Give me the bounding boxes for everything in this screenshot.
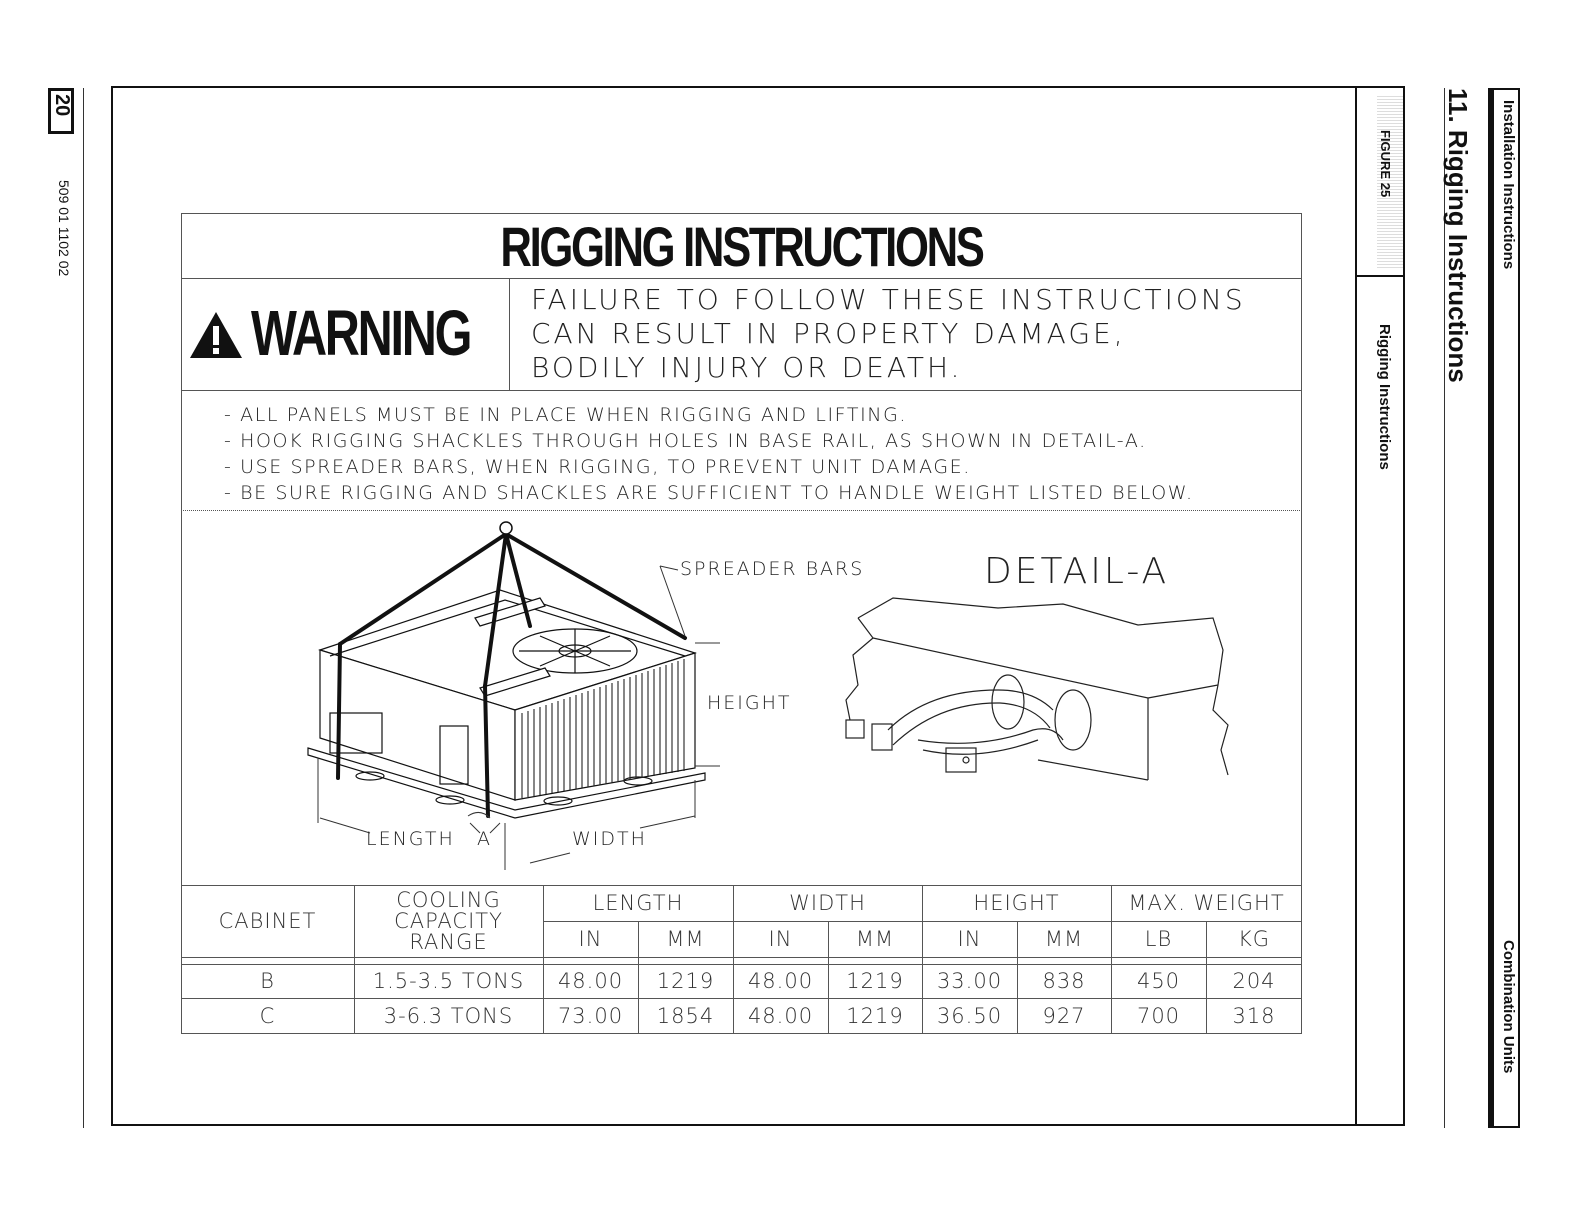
tab-combination-units: Combination Units <box>1500 940 1517 1074</box>
header-group-height: HEIGHT <box>973 891 1060 915</box>
tab-installation-instructions: Installation Instructions <box>1500 100 1517 270</box>
figure-caption: Rigging Instructions <box>1376 324 1393 470</box>
row-value: 700 <box>1136 1003 1181 1028</box>
header-unit: IN <box>768 927 793 951</box>
warning-divider <box>509 278 510 390</box>
row-value: 48.00 <box>747 1003 814 1028</box>
row-capacity: 1.5-3.5 TONS <box>372 969 525 993</box>
row-value: 450 <box>1136 969 1181 993</box>
figure-label: FIGURE 25 <box>1378 130 1393 198</box>
label-length: LENGTH <box>366 828 455 850</box>
header-capacity-line: RANGE <box>409 930 488 954</box>
label-a: A <box>477 828 492 850</box>
header-capacity-line: CAPACITY <box>394 909 503 933</box>
header-cabinet: CABINET <box>218 909 317 933</box>
row-cabinet: C <box>259 1003 276 1028</box>
table-row <box>181 999 1302 1033</box>
instruction-rule <box>181 510 1302 511</box>
header-group-length: LENGTH <box>592 891 684 915</box>
row-value: 838 <box>1042 969 1086 993</box>
row-value: 48.00 <box>557 969 624 993</box>
header-unit: IN <box>957 927 982 951</box>
section-heading: 11. Rigging Instructions <box>1443 88 1473 383</box>
placard-title: RIGGING INSTRUCTIONS <box>500 215 983 278</box>
unit-rigging-drawing <box>300 518 720 873</box>
warning-rule <box>181 390 1302 391</box>
row-capacity: 3-6.3 TONS <box>383 1003 514 1028</box>
row-cabinet: B <box>260 969 275 993</box>
row-value: 927 <box>1042 1003 1086 1028</box>
warning-line: CAN RESULT IN PROPERTY DAMAGE, <box>531 317 1126 350</box>
label-width: WIDTH <box>572 828 647 850</box>
warning-word: WARNING <box>251 297 471 369</box>
instruction-list <box>224 402 1194 506</box>
document-number: 509 01 1102 02 <box>56 180 72 277</box>
row-value: 318 <box>1232 1003 1276 1028</box>
warning-line: FAILURE TO FOLLOW THESE INSTRUCTIONS <box>531 283 1246 316</box>
header-capacity-line: COOLING <box>396 888 501 912</box>
row-value: 73.00 <box>557 1003 624 1028</box>
label-height: HEIGHT <box>707 692 792 714</box>
warning-triangle-icon <box>188 310 244 360</box>
row-value: 204 <box>1232 969 1276 993</box>
detail-a-title: DETAIL-A <box>984 551 1170 592</box>
header-unit: MM <box>1044 927 1084 951</box>
figure-label-divider <box>1355 275 1405 277</box>
header-unit: MM <box>666 927 705 951</box>
table-header-rule <box>181 957 1302 958</box>
row-value: 1219 <box>846 1003 904 1028</box>
warning-message <box>531 283 1246 385</box>
warning-line: BODILY INJURY OR DEATH. <box>531 351 963 384</box>
instruction-item: - USE SPREADER BARS, WHEN RIGGING, TO PREVENT UNIT DAMAGE. <box>224 456 971 478</box>
header-capacity <box>354 886 543 957</box>
label-spreader-bars: SPREADER BARS <box>680 558 865 580</box>
row-value: 33.00 <box>936 969 1003 993</box>
row-value: 36.50 <box>936 1003 1003 1028</box>
header-group-max-weight: MAX. WEIGHT <box>1128 891 1285 915</box>
header-group-width: WIDTH <box>789 891 866 915</box>
figure-label-column-rule <box>1355 86 1357 1126</box>
row-value: 1219 <box>846 969 904 993</box>
warning-block <box>181 278 509 390</box>
left-margin-rule <box>83 88 84 1128</box>
instruction-item: - ALL PANELS MUST BE IN PLACE WHEN RIGGING AND LIFTING. <box>224 404 908 426</box>
header-unit: MM <box>855 927 895 951</box>
page-number: 20 <box>51 94 73 117</box>
header-unit: LB <box>1144 927 1173 951</box>
row-value: 48.00 <box>747 969 814 993</box>
row-value: 1219 <box>656 969 715 993</box>
detail-a-drawing <box>828 590 1238 790</box>
table-row <box>181 965 1302 998</box>
row-value: 1854 <box>656 1003 715 1028</box>
header-unit: KG <box>1237 927 1271 951</box>
header-unit: IN <box>578 927 603 951</box>
instruction-item: - HOOK RIGGING SHACKLES THROUGH HOLES IN BASE RAIL, AS SHOWN IN DETAIL-A. <box>224 430 1147 452</box>
instruction-item: - BE SURE RIGGING AND SHACKLES ARE SUFFICIENT TO HANDLE WEIGHT LISTED BELOW. <box>224 482 1194 504</box>
